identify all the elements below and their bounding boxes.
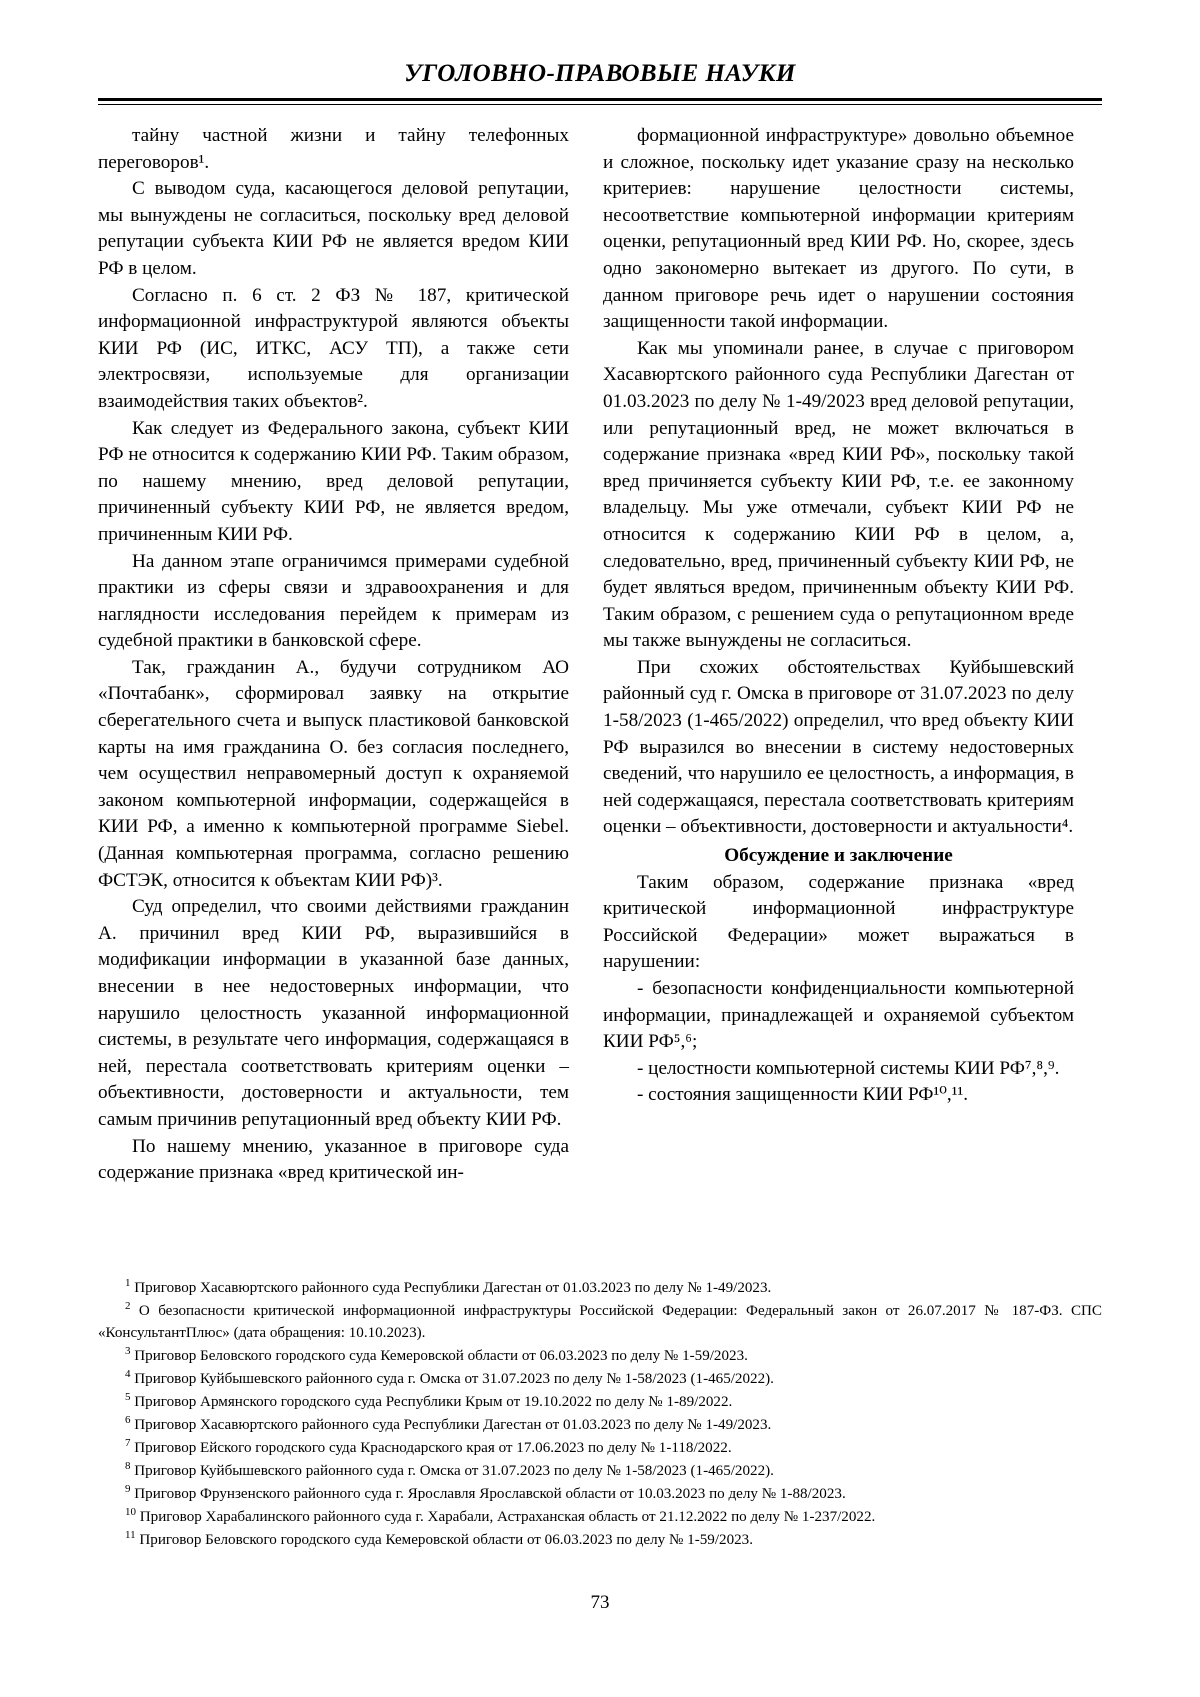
footnote-number: 10 — [125, 1505, 136, 1518]
footnote-text: Приговор Хасавюртского районного суда Республики Дагестан от 01.03.2023 по делу № 1-49/2023. — [134, 1416, 772, 1433]
footnote-number: 2 — [125, 1299, 131, 1312]
paragraph: Согласно п. 6 ст. 2 ФЗ № 187, критической информационной инфраструктурой являются объекты КИИ РФ (ИС, ИТКС, АСУ ТП), а также сети электросвязи, используемые для организации взаимодействия таких объектов². — [98, 284, 569, 412]
footnote-text: Приговор Хасавюртского районного суда Республики Дагестан от 01.03.2023 по делу № 1-49/2023. — [134, 1280, 772, 1296]
footnote-number: 8 — [125, 1459, 131, 1472]
footnote — [98, 1278, 1102, 1300]
running-head: УГОЛОВНО-ПРАВОВЫЕ НАУКИ — [404, 60, 796, 87]
paragraph: С выводом суда, касающегося деловой репутации, мы вынуждены не согласиться, поскольку вред деловой репутации субъекта КИИ РФ не является вредом КИИ РФ в целом. — [98, 178, 569, 279]
list-item: - безопасности конфиденциальности компьютерной информации, принадлежащей и охраняемой субъектом КИИ РФ⁵,⁶; — [603, 978, 1074, 1053]
footnote-text: Приговор Харабалинского районного суда г. Харабали, Астраханская область от 21.12.2022 по делу № 1-237/2022. — [139, 1508, 876, 1525]
footnote-number: 9 — [125, 1482, 131, 1495]
page-number: 73 — [590, 1592, 610, 1613]
paragraph: Суд определил, что своими действиями гражданин А. причинил вред КИИ РФ, выразившийся в модификации информации в указанной базе данных, внесении в нее недостоверных информации, что нарушило целостность указанной информационной системы, в результате чего информация, содержащаяся в ней, перестала соответствовать критериям оценки – объективности, достоверности и актуальности, тем самым причинив репутационный вред объекту КИИ РФ. — [98, 896, 569, 1130]
footnote-number: 5 — [125, 1390, 131, 1403]
paragraph: При схожих обстоятельствах Куйбышевский районный суд г. Омска в приговоре от 31.07.2023 по делу 1-58/2023 (1-465/2022) определил, что вред объекту КИИ РФ выразился во внесении в систему недостоверных сведений, что нарушило ее целостность, а информация, в ней содержащаяся, перестала соответствовать критериям оценки – объективности, достоверности и актуальности⁴. — [603, 656, 1074, 838]
left-column — [98, 123, 569, 1187]
footnote — [98, 1461, 1102, 1483]
footnote-text: Приговор Куйбышевского районного суда г. Омска от 31.07.2023 по делу № 1-58/2023 (1-465/2022). — [134, 1462, 774, 1479]
paragraph: формационной инфраструктуре» довольно объемное и сложное, поскольку идет указание сразу на несколько критериев: нарушение целостности системы, несоответствие компьютерной информации критериям оценки, репутационный вред КИИ РФ. Но, скорее, здесь одно закономерно вытекает из другого. По сути, в данном приговоре речь идет о нарушении состояния защищенности такой информации. — [603, 125, 1074, 333]
section-heading: Обсуждение и заключение — [724, 845, 953, 867]
paragraph: тайну частной жизни и тайну телефонных переговоров¹. — [98, 125, 569, 173]
footnote-number: 7 — [125, 1436, 131, 1449]
list-item: - целостности компьютерной системы КИИ РФ⁷,⁸,⁹. — [637, 1057, 1060, 1079]
footnote — [98, 1530, 1102, 1552]
paragraph: Как мы упоминали ранее, в случае с приговором Хасавюртского районного суда Республики Дагестан от 01.03.2023 по делу № 1-49/2023 вред деловой репутации, или репутационный вред, не может включаться в содержание признака «вред КИИ РФ», поскольку такой вред причиняется субъекту КИИ РФ, т.е. ее законному владельцу. Мы уже отмечали, субъект КИИ РФ не относится к содержанию КИИ РФ в целом, а, следовательно, вред, причиненный субъекту КИИ РФ, не будет являться вредом, причиненным объекту КИИ РФ. Таким образом, с решением суда о репутационном вреде мы также вынуждены не согласиться. — [603, 337, 1074, 652]
footnote — [98, 1392, 1102, 1414]
footnote-text: О безопасности критической информационной инфраструктуры Российской Федерации: Федеральный закон от 26.07.2017 № 187-ФЗ. СПС «КонсультантПлюс» (дата обращения: 10.10.2023). — [98, 1303, 1102, 1341]
paragraph: Как следует из Федерального закона, субъект КИИ РФ не относится к содержанию КИИ РФ. Таким образом, по нашему мнению, вред деловой репутации, причиненный субъекту КИИ РФ, не является вредом, причиненным КИИ РФ. — [98, 417, 569, 545]
footnote — [98, 1369, 1102, 1391]
footnote-text: Приговор Куйбышевского районного суда г. Омска от 31.07.2023 по делу № 1-58/2023 (1-465/2022). — [134, 1370, 774, 1387]
paragraph: На данном этапе ограничимся примерами судебной практики из сферы связи и здравоохранения и для наглядности исследования перейдем к примерам из судебной практики в банковской сфере. — [98, 550, 569, 652]
right-column — [603, 123, 1074, 1109]
footnote — [98, 1507, 1102, 1529]
header-divider — [98, 98, 1102, 105]
footnote-text: Приговор Беловского городского суда Кемеровской области от 06.03.2023 по делу № 1-59/2023. — [139, 1531, 753, 1548]
footnote-number: 1 — [125, 1276, 131, 1289]
footnote — [98, 1484, 1102, 1506]
footnote-text: Приговор Ейского городского суда Краснодарского края от 17.06.2023 по делу № 1-118/2022. — [134, 1439, 732, 1456]
paragraph: Так, гражданин А., будучи сотрудником АО «Почтабанк», сформировал заявку на открытие сберегательного счета и выпуск пластиковой банковской карты на имя гражданина О. без согласия последнего, чем осуществил неправомерный доступ к охраняемой законом компьютерной информации, содержащейся в КИИ РФ, а именно к компьютерной программе Siebel. (Данная компьютерная программа, согласно решению ФСТЭК, относится к объектам КИИ РФ)³. — [98, 656, 569, 891]
footnote-number: 6 — [125, 1413, 131, 1426]
footnote — [98, 1346, 1102, 1368]
footnote-number: 3 — [125, 1344, 131, 1357]
footnote-text: Приговор Беловского городского суда Кемеровской области от 06.03.2023 по делу № 1-59/2023. — [134, 1347, 748, 1364]
footnote — [98, 1415, 1102, 1437]
footnote — [98, 1301, 1102, 1344]
two-column-body — [98, 123, 1102, 1187]
paragraph: По нашему мнению, указанное в приговоре суда содержание признака «вред критической ин- — [98, 1135, 569, 1184]
footnote-text: Приговор Фрунзенского районного суда г. Ярославля Ярославской области от 10.03.2023 по делу № 1-88/2023. — [134, 1485, 846, 1502]
footnotes-section — [98, 1272, 1102, 1553]
footnote-text: Приговор Армянского городского суда Республики Крым от 19.10.2022 по делу № 1-89/2022. — [134, 1393, 733, 1410]
paragraph: Таким образом, содержание признака «вред критической информационной инфраструктуре Российской Федерации» может выражаться в нарушении: — [603, 871, 1074, 973]
footnote-number: 11 — [125, 1528, 136, 1541]
footnote — [98, 1438, 1102, 1460]
list-item: - состояния защищенности КИИ РФ¹⁰,¹¹. — [637, 1084, 968, 1106]
footnote-number: 4 — [125, 1367, 131, 1380]
